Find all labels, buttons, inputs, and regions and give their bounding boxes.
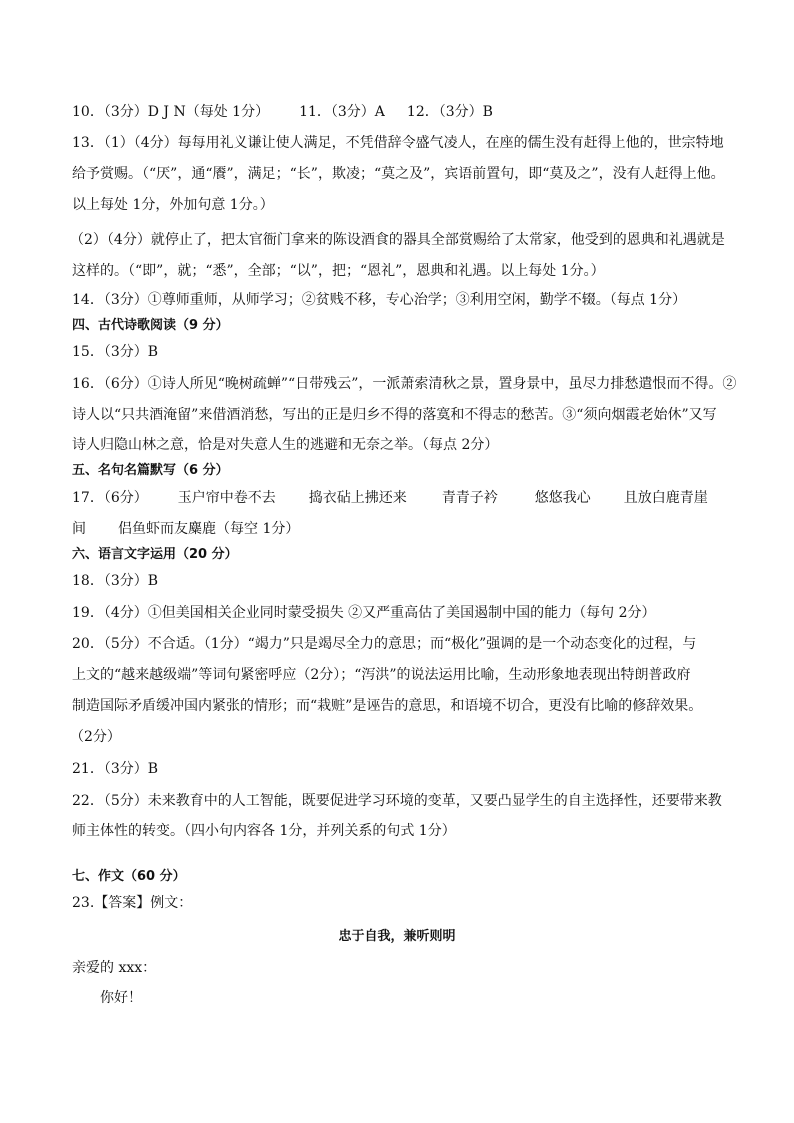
answer-12: 12．（3分）B [406, 104, 493, 120]
answer-16-line-1: 16．（6分）①诗人所见“晚树疏蝉”“日带残云”，一派萧索清秋之景，置身景中，虽尽力排愁遣恨而不得。② [72, 376, 737, 392]
answer-17-line-1 [72, 488, 708, 508]
section-heading-7: 七、作文（60 分） [72, 869, 186, 884]
answer-18: 18．（3分）B [72, 573, 159, 589]
section-heading-4: 四、古代诗歌阅读（9 分） [72, 318, 229, 333]
answer-22-line-2: 师主体性的转变。（四小句内容各 1分，并列关系的句式 1分） [72, 823, 456, 839]
answer-20-line-2: 上文的“越来越级端”等词句紧密呼应（2分）；“泻洪”的说法运用比喻，生动形象地表现出特朗普政府 [72, 667, 691, 683]
answer-17-line-2 [72, 519, 299, 539]
section-heading-5: 五、名句名篇默写（6 分） [72, 463, 229, 478]
answer-17-blank-b: 捣衣砧上拂还来 [308, 490, 407, 506]
answer-23-label: 23.【答案】例文： [72, 895, 193, 911]
answer-17-blank-c: 青青子衿 [441, 490, 498, 506]
answer-17-label: 17．（6分） [72, 490, 148, 506]
answer-11: 11．（3分）A [299, 104, 385, 120]
answer-10: 10．（3分）D J N（每处 1分） [72, 104, 270, 120]
answer-20-line-4: （2分） [70, 729, 121, 745]
answer-22-line-1: 22．（5分）未来教育中的人工智能，既要促进学习环境的变革，又要凸显学生的自主选择性，还要带来教 [72, 793, 722, 809]
essay-greeting: 你好！ [100, 990, 142, 1006]
answer-21: 21．（3分）B [72, 761, 159, 777]
answer-17-blank-e: 且放白鹿青崖 [623, 490, 708, 506]
answer-14: 14．（3分）①尊师重师，从师学习；②贫贱不移，专心治学；③利用空闲，勤学不辍。（每点 1分） [72, 292, 687, 308]
essay-title: 忠于自我，兼听则明 [338, 929, 456, 944]
answer-17-blank-g: 侣鱼虾而友麋鹿（每空 1分） [118, 521, 300, 537]
answer-15: 15．（3分）B [72, 344, 159, 360]
answer-13-line-3: 以上每处 1分，外加句意 1分。） [72, 197, 274, 213]
answer-19: 19．（4分）①但美国相关企业同时蒙受损失 ②又严重高估了美国遏制中国的能力（每句 2分） [72, 605, 656, 621]
answer-17-blank-a: 玉户帘中卷不去 [177, 490, 276, 506]
answer-13-line-1: 13．（1）（4分）每每用礼义谦让使人满足，不凭借辞令盛气凌人，在座的儒生没有赶得上他的，世宗特地 [72, 135, 724, 151]
answer-13-line-2: 给予赏赐。（“厌”，通“餍”，满足；“长”，欺凌；“莫之及”，宾语前置句，即“莫及之”，没有人赶得上他。 [72, 166, 725, 182]
answer-20-line-1: 20．（5分）不合适。（1分）“竭力”只是竭尽全力的意思；而“极化”强调的是一个动态变化的过程，与 [72, 636, 697, 652]
section-heading-6: 六、语言文字运用（20 分） [72, 547, 238, 562]
answer-16-line-3: 诗人归隐山林之意，恰是对失意人生的逃避和无奈之举。（每点 2分） [72, 437, 499, 453]
answer-17-blank-d: 悠悠我心 [534, 490, 591, 506]
answer-17-blank-f: 间 [72, 521, 86, 537]
answer-13-line-4: （2）（4分）就停止了，把太官衙门拿来的陈设酒食的器具全部赏赐给了太常家，他受到的恩典和礼遇就是 [70, 232, 725, 248]
answer-line-10 [72, 102, 493, 122]
answer-16-line-2: 诗人以“只共酒淹留”来借酒消愁，写出的正是归乡不得的落寞和不得志的愁苦。③“须向烟霞老始休”又写 [72, 407, 717, 423]
answer-20-line-3: 制造国际矛盾缓冲国内紧张的情形；而“栽赃”是诬告的意思，和语境不切合，更没有比喻的修辞效果。 [72, 698, 703, 714]
essay-salutation: 亲爱的 xxx： [72, 960, 157, 976]
answer-13-line-5: 这样的。（“即”，就；“悉”，全部；“以”，把；“恩礼”，恩典和礼遇。以上每处 1分。） [72, 263, 605, 279]
